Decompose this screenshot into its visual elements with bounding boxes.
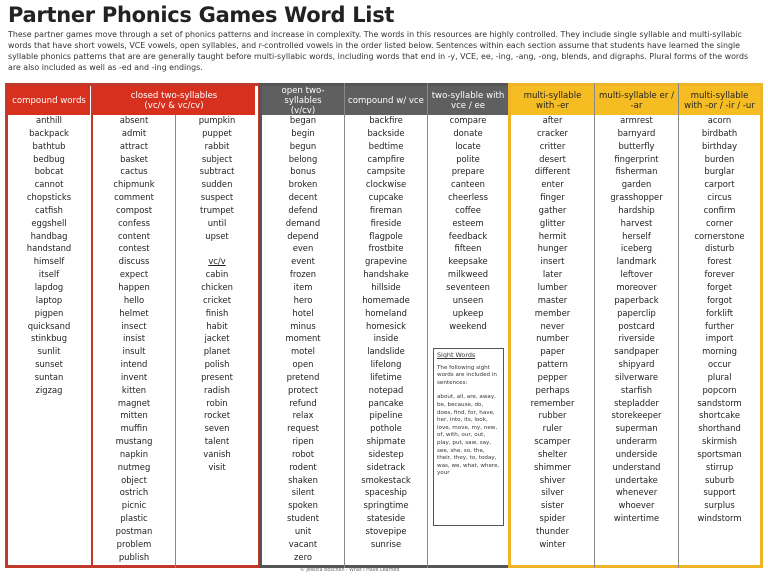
word: prepare — [451, 166, 485, 177]
word: milkweed — [447, 269, 489, 280]
word: sandstorm — [697, 397, 742, 408]
word: finish — [205, 307, 229, 318]
word: chipmunk — [113, 179, 155, 190]
word: hunger — [537, 243, 568, 254]
word: mustang — [115, 436, 153, 447]
word: pigpen — [34, 307, 64, 318]
word: finger — [540, 192, 565, 203]
word: talent — [204, 436, 230, 447]
word: frostbite — [368, 243, 404, 254]
word: frozen — [289, 269, 317, 280]
word: paper — [540, 346, 565, 357]
word: winter — [539, 538, 566, 549]
word: flagpole — [369, 230, 403, 241]
word: whoever — [618, 500, 655, 511]
word: master — [537, 294, 568, 305]
word: puppet — [202, 127, 232, 138]
word: undertake — [615, 474, 658, 485]
word: keepsake — [448, 256, 488, 267]
word: radish — [204, 384, 230, 395]
word: shiver — [539, 474, 566, 485]
word: handbag — [30, 230, 68, 241]
word: leftover — [620, 269, 653, 280]
spacer — [216, 242, 219, 255]
word: weekend — [449, 320, 487, 331]
word: seven — [204, 423, 230, 434]
word: silver — [541, 487, 564, 498]
word: further — [705, 320, 734, 331]
word: landslide — [367, 346, 405, 357]
word: cheerless — [448, 192, 488, 203]
word: iceberg — [620, 243, 653, 254]
word: demand — [285, 217, 321, 228]
word: locate — [455, 140, 481, 151]
word: remember — [530, 397, 575, 408]
word: circus — [707, 192, 732, 203]
col-open-two-syllables — [262, 114, 344, 564]
word: stateside — [366, 513, 406, 524]
word: superman — [615, 423, 658, 434]
word: subject — [201, 153, 233, 164]
word: visit — [208, 461, 226, 472]
word: inside — [373, 333, 399, 344]
word: stirrup — [705, 461, 734, 472]
word: never — [540, 320, 565, 331]
word: vanish — [203, 448, 231, 459]
word: cricket — [203, 294, 231, 305]
word: sportsman — [697, 448, 742, 459]
word: insert — [540, 256, 565, 267]
word: fingerprint — [614, 153, 659, 164]
word: picnic — [121, 500, 147, 511]
word: planet — [203, 346, 231, 357]
word: support — [703, 487, 736, 498]
word: chopsticks — [26, 192, 72, 203]
word: homesick — [366, 320, 406, 331]
word: underside — [615, 448, 658, 459]
word: broken — [288, 179, 318, 190]
word: admit — [121, 127, 147, 138]
word: mitten — [120, 410, 148, 421]
word: compare — [449, 115, 487, 125]
word: polish — [204, 359, 230, 370]
word: confirm — [703, 204, 736, 215]
word: polite — [456, 153, 480, 164]
word: popcorn — [702, 384, 737, 395]
word: import — [705, 333, 734, 344]
word: attract — [119, 140, 149, 151]
col-multi-er-ar — [595, 114, 678, 525]
word: smokestack — [361, 474, 411, 485]
word: invent — [120, 371, 148, 382]
word: sidestep — [368, 448, 404, 459]
word: morning — [702, 346, 737, 357]
word: subtract — [199, 166, 235, 177]
word: lifetime — [370, 371, 402, 382]
word: until — [207, 217, 227, 228]
word: riverside — [618, 333, 655, 344]
word: upset — [205, 230, 229, 241]
word: bobcat — [34, 166, 64, 177]
word: silent — [291, 487, 315, 498]
word: shortcake — [699, 410, 740, 421]
word: pretend — [286, 371, 320, 382]
word: anthill — [35, 115, 62, 125]
word: backpack — [29, 127, 69, 138]
page-title: Partner Phonics Games Word List — [8, 3, 395, 27]
word: bedtime — [368, 140, 404, 151]
word: decent — [288, 192, 318, 203]
word: fireside — [370, 217, 402, 228]
word: stinkbug — [30, 333, 68, 344]
word: cupcake — [368, 192, 404, 203]
word: acorn — [707, 115, 732, 125]
word: sunset — [35, 359, 63, 370]
word: depend — [287, 230, 319, 241]
word: paperclip — [617, 307, 656, 318]
word: forklift — [705, 307, 734, 318]
word: moment — [285, 333, 321, 344]
word: present — [201, 371, 233, 382]
word: unit — [294, 526, 312, 536]
word: donate — [453, 127, 483, 138]
word: barnyard — [617, 127, 656, 138]
word: chicken — [201, 281, 233, 292]
word: problem — [116, 538, 152, 549]
word: starfish — [620, 384, 653, 395]
word: happen — [118, 281, 150, 292]
word: armrest — [620, 115, 653, 125]
word: shipyard — [618, 359, 655, 370]
word: forget — [706, 281, 733, 292]
word: zero — [294, 551, 312, 562]
intro-paragraph: These partner games move through a set of phonics patterns and increase in complexity. The words in this resources are highly controlled. They include single syllable and multi-syllabic words that have short vowels, VCE vowels, open syllables, and r-controlled vowels in the order listed below. Sentences within each section assume that students have learned the single syllable phonics patterns that are are generally taught before multi-syllabic words, including words that end in -y, VCE, ee, -ing, -ang, -ong, blends, and digraphs. Plural forms of the words are also included as well as -ed and -ing endings. — [8, 30, 749, 72]
word: confess — [118, 217, 150, 228]
word: glitter — [539, 217, 566, 228]
sight-words-title: Sight Words — [437, 351, 476, 359]
word: later — [542, 269, 563, 280]
col-multi-or-ir-ur — [679, 114, 760, 525]
word: perhaps — [535, 384, 570, 395]
word: plural — [707, 371, 732, 382]
word: content — [117, 230, 151, 241]
word: event — [291, 256, 315, 267]
sight-words-list: about, all, are, away, be, because, do, does, find, for, have, her, into, its, look, love, move, my, new, of, with, our, out, play, put, saw, say, see, she, so, the, their, they, to, today, was, we, what, where, your — [437, 394, 500, 477]
word: napkin — [119, 448, 149, 459]
word: lumber — [537, 281, 568, 292]
word: expect — [119, 269, 149, 280]
word: postcard — [618, 320, 655, 331]
word: underarm — [615, 436, 658, 447]
word: birthday — [701, 140, 738, 151]
word-list-table — [5, 83, 763, 568]
word: clockwise — [365, 179, 407, 190]
word: cracker — [537, 127, 568, 138]
word: plastic — [120, 513, 148, 524]
word: absent — [119, 115, 149, 125]
word: habit — [206, 320, 228, 331]
word: lifelong — [370, 359, 402, 370]
word: ripen — [292, 436, 314, 447]
word: bedbug — [33, 153, 65, 164]
word: forest — [707, 256, 732, 267]
header-two-syllable-vce-ee: two-syllable with vce / ee — [428, 86, 508, 115]
word: cabin — [205, 269, 229, 280]
word: pipeline — [369, 410, 403, 421]
word: number — [536, 333, 569, 344]
word: open — [292, 359, 314, 370]
word: disturb — [704, 243, 735, 254]
word: pepper — [537, 371, 568, 382]
word: storekeeper — [611, 410, 662, 421]
header-open-two-syllables: open two-syllables (v/cv) — [262, 86, 344, 115]
word: insist — [123, 333, 145, 344]
word: item — [293, 281, 313, 292]
word: shorthand — [698, 423, 741, 434]
word: cornerstone — [694, 230, 745, 241]
word: burglar — [704, 166, 735, 177]
word: catfish — [35, 204, 63, 215]
word: sandpaper — [614, 346, 659, 357]
word: rodent — [289, 461, 317, 472]
word: bathtub — [32, 140, 66, 151]
word: rocket — [204, 410, 230, 421]
word: hello — [123, 294, 145, 305]
word: vacant — [288, 538, 318, 549]
word: canteen — [451, 179, 485, 190]
word: begun — [289, 140, 317, 151]
vcv-subheader: vc/v — [208, 256, 226, 267]
word: protect — [287, 384, 319, 395]
word: object — [121, 474, 147, 485]
word: himself — [33, 256, 65, 267]
word: campfire — [367, 153, 405, 164]
word: spoken — [288, 500, 318, 511]
header-multi-or-ir-ur: multi-syllable with -or / -ir / -ur — [679, 86, 760, 115]
word: birdbath — [701, 127, 738, 138]
word: landmark — [616, 256, 657, 267]
col-compound-words — [8, 114, 90, 397]
word: gather — [538, 204, 567, 215]
word: coffee — [455, 204, 481, 215]
word: occur — [707, 359, 732, 370]
word: hotel — [292, 307, 314, 318]
word: comment — [114, 192, 154, 203]
word: herself — [622, 230, 651, 241]
word: shelter — [537, 448, 568, 459]
word: skirmish — [702, 436, 737, 447]
word: helmet — [119, 307, 149, 318]
word: corner — [706, 217, 733, 228]
word: laptop — [35, 294, 63, 305]
word: whenever — [615, 487, 658, 498]
word: scamper — [534, 436, 571, 447]
word: student — [286, 513, 319, 524]
word: harvest — [620, 217, 653, 228]
word: suburb — [704, 474, 735, 485]
word: garden — [621, 179, 652, 190]
header-compound-vce: compound w/ vce — [345, 86, 427, 115]
word: stovepipe — [365, 526, 407, 536]
word: fifteen — [454, 243, 482, 254]
word: grasshopper — [610, 192, 663, 203]
footer-credit: © Jessica Boschen · What I Have Learned — [300, 568, 400, 573]
word: homeland — [365, 307, 407, 318]
word: understand — [612, 461, 661, 472]
word: fireman — [369, 204, 403, 215]
word: pumpkin — [198, 115, 236, 125]
word: butterfly — [618, 140, 655, 151]
word: spaceship — [365, 487, 407, 498]
word: seventeen — [446, 281, 490, 292]
word: shipmate — [366, 436, 406, 447]
word: basket — [120, 153, 148, 164]
word: springtime — [363, 500, 409, 511]
sight-words-description: The following sight words are included in sentences: — [437, 364, 497, 386]
header-multi-er-ar: multi-syllable er / -ar — [595, 86, 678, 115]
word: trumpet — [200, 204, 234, 215]
word: surplus — [704, 500, 735, 511]
word: handshake — [363, 269, 409, 280]
word: esteem — [452, 217, 484, 228]
word: eggshell — [31, 217, 67, 228]
word: relax — [292, 410, 314, 421]
word: forgot — [706, 294, 733, 305]
word: backfire — [369, 115, 403, 125]
word: shaken — [288, 474, 318, 485]
header-closed-two-syllables: closed two-syllables (vc/v & vc/cv) — [93, 86, 255, 115]
word: sister — [541, 500, 564, 511]
col-multi-er — [511, 114, 594, 551]
word: backside — [367, 127, 405, 138]
col-compound-vce — [345, 114, 427, 551]
word: paperback — [614, 294, 659, 305]
sight-words-box — [433, 348, 504, 526]
word: notepad — [368, 384, 404, 395]
word: rabbit — [204, 140, 230, 151]
word: forever — [704, 269, 735, 280]
word: began — [289, 115, 317, 125]
word: jacket — [204, 333, 230, 344]
word: suntan — [34, 371, 64, 382]
word: pancake — [368, 397, 404, 408]
word: hermit — [538, 230, 567, 241]
word: member — [534, 307, 571, 318]
word: robin — [206, 397, 228, 408]
word: sudden — [201, 179, 233, 190]
word: thunder — [535, 526, 570, 536]
word: pattern — [537, 359, 568, 370]
word: spider — [539, 513, 566, 524]
word: lapdog — [34, 281, 64, 292]
word: moreover — [616, 281, 657, 292]
word: cannot — [34, 179, 64, 190]
word: kitten — [121, 384, 147, 395]
word: pothole — [370, 423, 402, 434]
word: refund — [289, 397, 317, 408]
word: quicksand — [27, 320, 71, 331]
word: begin — [291, 127, 315, 138]
word: desert — [539, 153, 566, 164]
word: insect — [121, 320, 147, 331]
word: publish — [118, 551, 150, 562]
header-compound-words: compound words — [8, 86, 90, 115]
word: sunrise — [370, 538, 402, 549]
word: homemade — [362, 294, 410, 305]
word: insult — [122, 346, 146, 357]
word: suspect — [200, 192, 234, 203]
word: handstand — [26, 243, 72, 254]
word: stepladder — [614, 397, 659, 408]
word: hillside — [371, 281, 401, 292]
word: feedback — [448, 230, 488, 241]
word: campsite — [366, 166, 406, 177]
word: ostrich — [119, 487, 149, 498]
word: sunlit — [37, 346, 61, 357]
word: discuss — [118, 256, 150, 267]
word: silverware — [615, 371, 658, 382]
word: upkeep — [452, 307, 484, 318]
word: enter — [541, 179, 564, 190]
word: burden — [704, 153, 735, 164]
word: hardship — [618, 204, 655, 215]
col-two-syllable-vce-ee — [428, 114, 508, 332]
word: cactus — [120, 166, 148, 177]
word: windstorm — [697, 513, 742, 524]
word: magnet — [117, 397, 151, 408]
word: nutmeg — [117, 461, 151, 472]
word: different — [534, 166, 571, 177]
word: unseen — [452, 294, 484, 305]
word: carport — [704, 179, 735, 190]
col-closed-b — [176, 114, 258, 474]
word: minus — [290, 320, 316, 331]
word: motel — [290, 346, 316, 357]
word: fisherman — [615, 166, 658, 177]
word: even — [292, 243, 314, 254]
word: zigzag — [35, 384, 63, 395]
word: after — [542, 115, 563, 125]
word: ruler — [542, 423, 563, 434]
word: defend — [288, 204, 318, 215]
word: muffin — [120, 423, 148, 434]
word: wintertime — [613, 513, 660, 524]
word: grapevine — [364, 256, 408, 267]
word: critter — [539, 140, 566, 151]
header-multi-er: multi-syllable with -er — [511, 86, 594, 115]
word: robot — [291, 448, 315, 459]
word: sidetrack — [366, 461, 406, 472]
col-closed-a — [93, 114, 175, 564]
word: postman — [115, 526, 153, 536]
word: rubber — [538, 410, 567, 421]
word: compost — [116, 204, 152, 215]
word: belong — [288, 153, 318, 164]
word: bonus — [290, 166, 316, 177]
word: request — [287, 423, 319, 434]
word: itself — [38, 269, 60, 280]
word: contest — [118, 243, 150, 254]
word: hero — [293, 294, 313, 305]
word: shimmer — [534, 461, 571, 472]
word: intend — [120, 359, 148, 370]
